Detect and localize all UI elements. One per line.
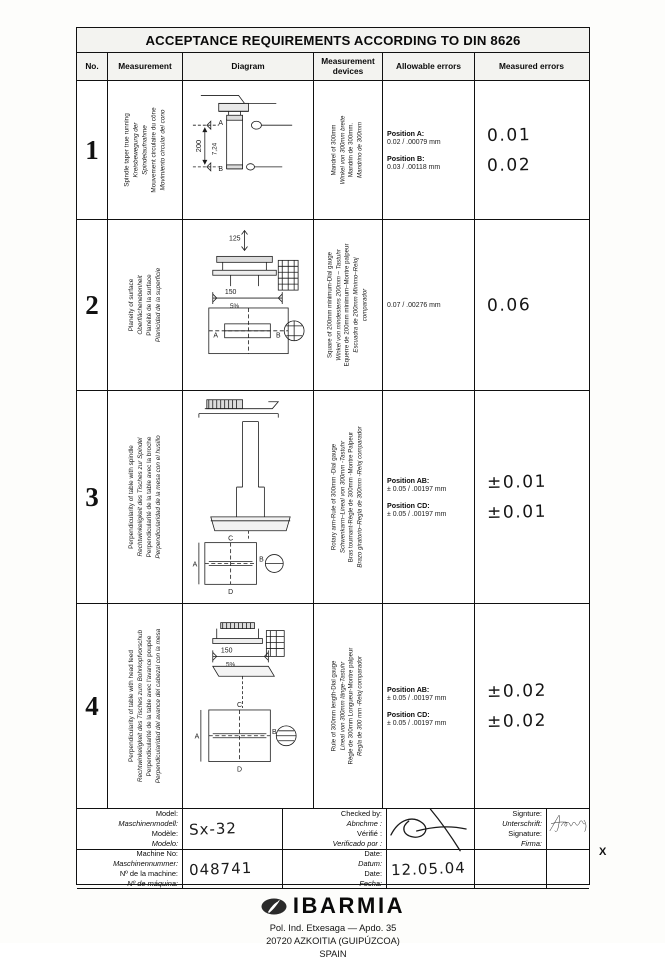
device-line-de: Winkel von mindestens 200mm – Tastuhr [335, 249, 343, 361]
head-feed-perpendicularity-diagram [183, 604, 313, 808]
row-number: 2 [77, 220, 108, 390]
measurement-text [127, 629, 163, 784]
row-number: 1 [77, 81, 108, 219]
measured-value-ab: ±0.02 [486, 680, 548, 703]
spindle-taper-diagram [183, 81, 313, 219]
allowable-label-cd: Position CD: [387, 710, 430, 719]
allowable-value-ab: ± 0.05 / .00197 mm [387, 694, 447, 702]
diagram-dim-150: 150 [220, 647, 233, 655]
device-line-es: Escuadra de 200mm Mínimo–Reloj [352, 257, 360, 353]
measured-value-b: 0.02 [486, 155, 532, 177]
checked-label-fr: Vérifié : [356, 829, 382, 838]
diagram-cell [183, 220, 314, 390]
checked-label-en: Checked by: [340, 809, 382, 819]
measured-errors-cell [475, 604, 588, 808]
planeity-surface-diagram [183, 220, 313, 390]
table-row [77, 220, 589, 391]
measured-errors-cell [475, 220, 588, 390]
device-line-es: Regla de 300 mm -Reloj comparador [356, 656, 364, 756]
model-value-cell[interactable] [183, 809, 283, 849]
diagram-cell [183, 391, 314, 603]
device-line-fr: Bras tournant-Règle de 300mm -Montre Palpeur [348, 431, 355, 563]
device-line-es: Mandrino de 300mm [356, 122, 364, 178]
signature-value-cell[interactable] [547, 809, 607, 858]
diagram-point-d: D [237, 766, 243, 774]
devices-cell [314, 220, 383, 390]
company-logo-line [77, 893, 589, 919]
checked-label-es: Verificado por : [332, 838, 382, 848]
machine-no-value-cell[interactable] [183, 850, 283, 888]
diagram-point-b: B [218, 165, 224, 173]
device-line-en: Rotary arm-Rule of 300mm -Dial gauge [330, 443, 338, 551]
checked-label-de: Abnchme : [346, 819, 382, 829]
measured-value-cd: ±0.01 [486, 501, 548, 524]
allowable-label-ab: Position AB: [387, 476, 430, 485]
device-line-en: Mandrel of 300mm [330, 124, 338, 176]
measured-value: 0.06 [486, 295, 532, 317]
measured-errors-cell [475, 391, 588, 603]
diagram-point-b: B [259, 556, 264, 564]
machine-no-labels [77, 850, 183, 888]
machine-label-fr: Nº de la machine: [119, 869, 178, 878]
machine-no-value: 048741 [188, 858, 253, 880]
measurement-cell [108, 81, 183, 219]
measurement-line-es: Movimiento circular del cono [159, 109, 167, 191]
signature-label-es: Firma: [521, 838, 542, 848]
diagram-cell [183, 604, 314, 808]
header-measured: Measured errors [498, 60, 565, 71]
diagram-point-b: B [271, 728, 277, 736]
signature-label-fr: Signature: [508, 829, 542, 838]
measurement-line-en: Planeity of surface [127, 278, 135, 332]
measurement-line-de: Rechtwinkeligkeit des Tisches zum Bohrkopfvorschub [136, 629, 144, 783]
device-line-es: Brazo giratorio–Regla de 300mm -Reloj comparador [356, 426, 364, 568]
checked-by-labels [283, 809, 387, 849]
table-header-row [77, 53, 589, 81]
device-line-es2: comparador [360, 288, 368, 322]
machine-label-es: Nº de máquina: [127, 878, 178, 888]
checked-by-value-cell[interactable] [387, 809, 475, 849]
company-name: IBARMIA [292, 893, 406, 918]
measurement-text [127, 268, 163, 342]
devices-text [331, 116, 366, 185]
devices-cell [314, 391, 383, 603]
ibarmia-logo-icon [261, 898, 287, 915]
allowable-value-a: 0.02 / .00079 mm [387, 138, 441, 146]
measurement-cell [108, 391, 183, 603]
table-row [77, 391, 589, 604]
allowable-errors-cell [383, 81, 475, 219]
date-spacer-value [547, 850, 589, 888]
allowable-value-b: 0.03 / .00118 mm [387, 163, 441, 171]
signature-labels [475, 809, 547, 849]
diagram-note: 7,24 [211, 142, 219, 156]
measurement-line-fr: Planéité de la surface [146, 274, 153, 336]
measured-value-a: 0.01 [486, 125, 532, 147]
date-label-de: Datum: [358, 859, 382, 869]
measured-value-cd: ±0.02 [486, 710, 548, 733]
device-line-de: Winkel von 300mm breite [339, 115, 347, 185]
measurement-line-de2: Spindelaufnahme [141, 125, 149, 175]
diagram-point-a: A [218, 120, 224, 128]
date-value-cell[interactable] [387, 850, 475, 888]
diagram-point-a: A [194, 733, 200, 741]
signature-label-de: Unterschrift: [502, 819, 542, 829]
measurement-cell [108, 220, 183, 390]
company-address-line-2: 20720 AZKOITIA (GUIPÚZCOA) [266, 936, 400, 947]
date-value: 12.05.04 [390, 858, 467, 880]
measurement-cell [108, 604, 183, 808]
date-spacer-labels [475, 850, 547, 888]
measurement-line-en: Spindle taper true running [123, 113, 131, 187]
allowable-value-ab: ± 0.05 / .00197 mm [387, 485, 447, 493]
table-row [77, 81, 589, 220]
company-address-line-3: SPAIN [319, 949, 347, 960]
device-line-en: Rule of 300mm length-Dial gauge [330, 660, 338, 752]
diagram-point-d: D [228, 589, 234, 597]
measurement-text [127, 435, 163, 558]
signature-label-en: Signture: [512, 809, 542, 819]
table-perpendicularity-diagram [183, 391, 313, 603]
measured-errors-cell [475, 81, 588, 219]
diagram-dim-150: 150 [224, 289, 237, 297]
footer-machine-row [77, 850, 589, 889]
allowable-value-cd: ± 0.05 / .00197 mm [387, 719, 447, 727]
measurement-line-es: Perpendicularidad del avance del cabezal con la mesa [155, 628, 163, 784]
diagram-point-a: A [213, 332, 219, 340]
row-number: 4 [77, 604, 108, 808]
allowable-label-ab: Position AB: [387, 685, 430, 694]
date-label-fr: Date: [364, 869, 382, 878]
allowable-errors-cell [383, 220, 475, 390]
measurement-line-de: Oberflächenebenheit [136, 275, 144, 335]
document-title-bar [77, 28, 589, 53]
header-allowable: Allowable errors [383, 53, 475, 80]
measurement-line-de1: Kreisbewegung der [132, 122, 140, 178]
signature-x-mark: X [599, 846, 607, 858]
machine-label-de: Maschinennummer: [113, 859, 178, 869]
header-devices: Measurement devices [314, 53, 383, 80]
diagram-dim-200: 200 [193, 139, 203, 153]
row-number: 3 [77, 391, 108, 603]
device-line-fr: Equerre de 200mm minimum–Montre palpeur [343, 243, 351, 367]
model-label-es: Modelo: [151, 838, 178, 848]
checked-by-handwriting [387, 805, 474, 855]
diagram-dim-pct: 5% [225, 661, 236, 669]
diagram-dim-125: 125 [228, 235, 241, 243]
machine-label-en: Machine No: [136, 849, 178, 859]
diagram-point-c: C [237, 701, 243, 709]
diagram-point-c: C [228, 535, 234, 543]
table-row [77, 604, 589, 809]
header-no: No. [77, 53, 108, 80]
device-line-fr: Mandrin de 300mm. [348, 122, 355, 178]
date-label-es: Fecha: [359, 878, 382, 888]
device-line-de: Lineal von 300mm länge-Tastuhr [339, 661, 347, 751]
model-label-de: Maschinenmodell: [118, 819, 178, 829]
devices-cell [314, 81, 383, 219]
allowable-errors-cell [383, 604, 475, 808]
diagram-point-b: B [275, 332, 281, 340]
device-line-en: Square of 200mm minimum-Dial gauge [326, 251, 334, 359]
diagram-cell [183, 81, 314, 219]
date-labels [283, 850, 387, 888]
measurement-line-en: Perpendicularity of table with head feed [127, 650, 135, 762]
measurement-line-es: Perpendicularidad de la mesa con el husillo [155, 435, 163, 559]
devices-cell [314, 604, 383, 808]
header-diagram: Diagram [183, 53, 314, 80]
measurement-line-fr: Mouvement circulaire du cône [150, 107, 158, 193]
acceptance-certificate-sheet [76, 27, 607, 960]
allowable-label-b: Position B: [387, 154, 425, 163]
model-label-en: Model: [155, 809, 178, 819]
allowable-value-cd: ± 0.05 / .00197 mm [387, 510, 447, 518]
header-measurement: Measurement [108, 53, 183, 80]
diagram-dim-pct: 5% [229, 302, 240, 310]
model-labels [77, 809, 183, 849]
measured-value-ab: ±0.01 [486, 471, 548, 494]
device-line-de: Schwenkarm–Lineal von 300mm -Tastuhr [339, 440, 347, 554]
model-value: Sx-32 [188, 819, 238, 839]
diagram-point-a: A [192, 561, 198, 569]
allowable-errors-cell [383, 391, 475, 603]
measurement-line-de: Rechtwinkeligkeit des Tisches zur Spindel [136, 437, 144, 557]
allowable-value: 0.07 / .00276 mm [387, 301, 441, 309]
company-footer [77, 889, 589, 962]
document-title: ACCEPTANCE REQUIREMENTS ACCORDING TO DIN 8626 [145, 32, 521, 48]
measurement-text [122, 107, 167, 192]
allowable-label-cd: Position CD: [387, 501, 430, 510]
measurement-line-fr: Perpendicularité de la table avec la broche [146, 436, 153, 558]
company-address-line-1: Pol. Ind. Etxesaga — Apdo. 35 [269, 923, 397, 933]
measurement-line-fr: Perpendicularité de la table avec l'avance poupée [146, 635, 153, 777]
devices-text [331, 426, 366, 567]
device-line-fr: Règle de 300mm Longueur-Montre palpeur [348, 647, 355, 765]
measurement-line-es: Planicidad de la superficie [155, 267, 163, 343]
model-label-fr: Modèle: [151, 829, 178, 838]
measurement-line-en: Perpendicularity of table with spindle [127, 445, 135, 549]
devices-text [331, 648, 366, 765]
date-label-en: Date: [364, 849, 382, 859]
devices-text [326, 244, 369, 367]
allowable-label-a: Position A: [387, 129, 425, 138]
